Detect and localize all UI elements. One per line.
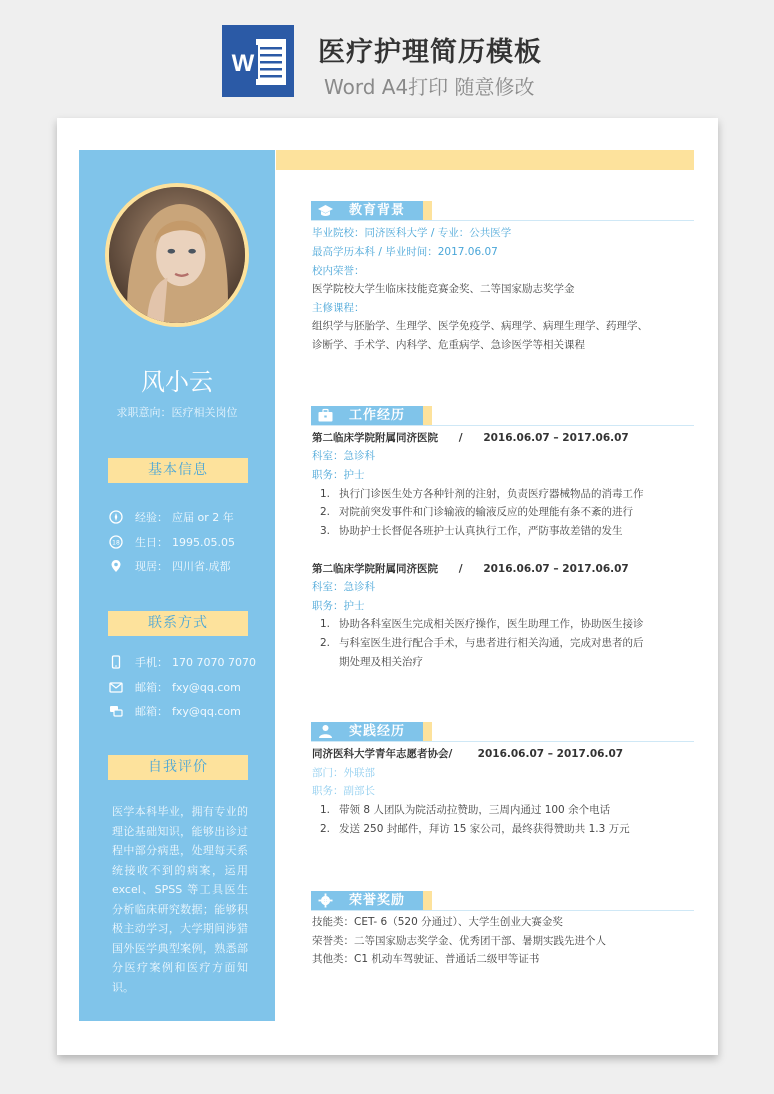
word-document-icon — [222, 25, 294, 97]
job-1-role: 职务：护士 — [312, 469, 365, 481]
award-row: 技能类：CET- 6（520 分通过）、大学生创业大赛金奖 — [312, 916, 563, 928]
school-line: 毕业院校：同济医科大学 / 专业：公共医学 — [312, 227, 512, 239]
list-item: 2. 对院前突发事件和门诊输液的输液反应的处理能有条不紊的进行 — [320, 506, 633, 518]
practice-divider — [311, 741, 694, 742]
list-item: 3. 协助护士长督促各班护士认真执行工作，严防事故差错的发生 — [320, 525, 623, 537]
award-row: 其他类：C1 机动车驾驶证、普通话二级甲等证书 — [312, 953, 540, 965]
awards-divider — [311, 910, 694, 911]
self-eval-heading: 自我评价 — [108, 755, 248, 780]
practice-role: 职务：副部长 — [312, 785, 375, 797]
awards-heading: 荣誉奖励 — [311, 891, 432, 910]
calendar-icon — [109, 535, 123, 549]
birthday-row: 18 生日： 1995.05.05 — [109, 534, 235, 550]
education-heading: 教育背景 — [311, 201, 432, 220]
self-eval-text: 医学本科毕业，拥有专业的理论基础知识，能够出诊过程中部分病患，处理每天系统接收不到的病案，运用excel、SPSS 等工具医生分析临床研究数据；能够积极主动学习，大学期间涉猎国外医学典型案例，熟悉部分医疗案例和医疗方面知识。 — [112, 805, 248, 994]
briefcase-icon — [317, 408, 334, 423]
work-heading: 工作经历 — [311, 406, 432, 425]
svg-text:18: 18 — [112, 539, 120, 547]
phone-icon — [109, 655, 123, 669]
practice-heading: 实践经历 — [311, 722, 432, 741]
avatar — [105, 183, 249, 327]
list-item: 2. 发送 250 封邮件，拜访 15 家公司，最终获得赞助共 1.3 万元 — [320, 823, 630, 835]
practice-header: 同济医科大学青年志愿者协会/ 2016.06.07 – 2017.06.07 — [312, 748, 624, 760]
mail-icon — [109, 680, 123, 694]
experience-row: 经验： 应届 or 2 年 — [109, 509, 234, 525]
degree-line: 最高学历本科 / 毕业时间：2017.06.07 — [312, 246, 498, 258]
compass-icon — [109, 510, 123, 524]
list-item: 2. 与科室医生进行配合手术，与患者进行相关沟通，完成对患者的后 — [320, 637, 644, 649]
award-row: 荣誉类：二等国家励志奖学金、优秀团干部、暑期实践先进个人 — [312, 935, 606, 947]
gear-icon — [317, 893, 334, 908]
chat-icon — [109, 704, 123, 718]
location-pin-icon — [109, 559, 123, 573]
course-line-1: 组织学与胚胎学、生理学、医学免疫学、病理学、病理生理学、药理学、 — [312, 320, 648, 332]
residence-row: 现居： 四川省.成都 — [109, 558, 231, 574]
education-divider — [311, 220, 694, 221]
graduation-cap-icon — [317, 203, 334, 218]
practice-dept: 部门：外联部 — [312, 767, 375, 779]
honor-text: 医学院校大学生临床技能竞赛金奖、二等国家励志奖学金 — [312, 283, 575, 295]
list-item-continuation: 期处理及相关治疗 — [339, 656, 423, 668]
job-2-header: 第二临床学院附属同济医院 / 2016.06.07 – 2017.06.07 — [312, 563, 629, 575]
resume-top-bar — [276, 150, 694, 170]
template-subtitle: Word A4打印 随意修改 — [324, 75, 535, 99]
honor-label: 校内荣誉： — [312, 265, 365, 277]
work-divider — [311, 425, 694, 426]
job-2-role: 职务：护士 — [312, 600, 365, 612]
job-intent: 求职意向：医疗相关岗位 — [116, 406, 238, 419]
template-title: 医疗护理简历模板 — [318, 37, 542, 68]
list-item: 1. 协助各科室医生完成相关医疗操作，医生助理工作，协助医生接诊 — [320, 618, 644, 630]
email-row-2: 邮箱： fxy@qq.com — [109, 703, 241, 719]
email-row: 邮箱： fxy@qq.com — [109, 679, 241, 695]
contact-heading: 联系方式 — [108, 611, 248, 636]
candidate-name: 风小云 — [141, 368, 213, 396]
course-label: 主修课程： — [312, 302, 365, 314]
job-1-dept: 科室：急诊科 — [312, 450, 375, 462]
page-header — [0, 0, 774, 118]
list-item: 1. 带领 8 人团队为院活动拉赞助，三周内通过 100 余个电话 — [320, 804, 611, 816]
word-icon-letter: W — [231, 50, 255, 77]
course-line-2: 诊断学、手术学、内科学、危重病学、急诊医学等相关课程 — [312, 339, 585, 351]
list-item: 1. 执行门诊医生处方各种针剂的注射，负责医疗器械物品的消毒工作 — [320, 488, 644, 500]
person-icon — [317, 724, 334, 739]
phone-row: 手机： 170 7070 7070 — [109, 654, 256, 670]
job-1-header: 第二临床学院附属同济医院 / 2016.06.07 – 2017.06.07 — [312, 432, 629, 444]
job-2-dept: 科室：急诊科 — [312, 581, 375, 593]
basic-info-heading: 基本信息 — [108, 458, 248, 483]
